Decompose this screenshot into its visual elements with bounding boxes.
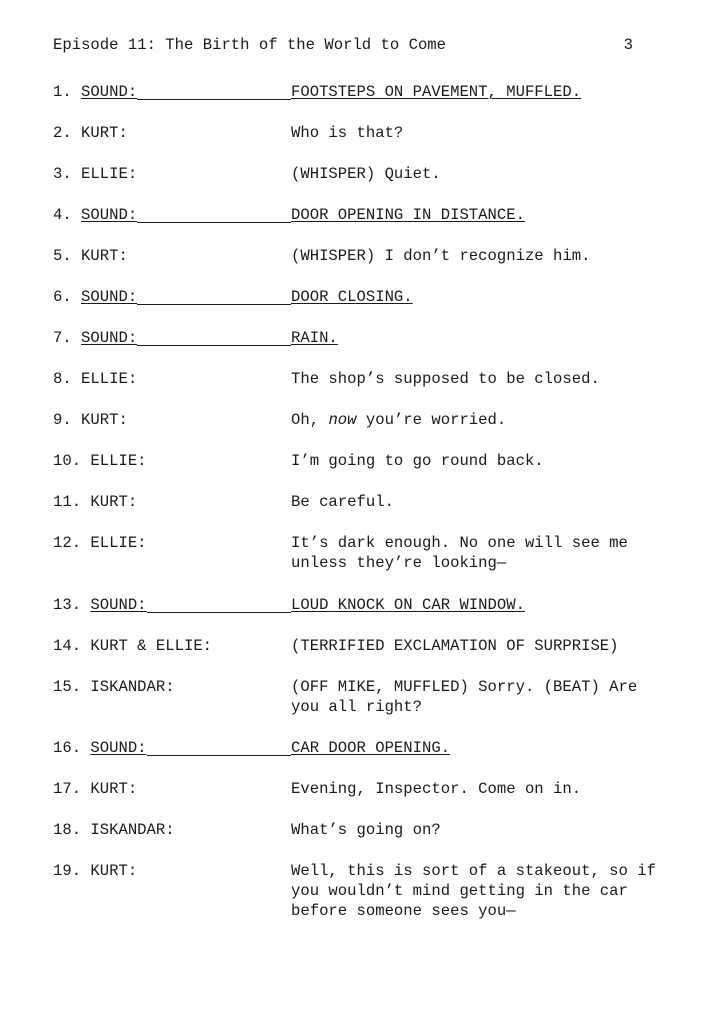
line-number: 9. [53,411,72,429]
dialogue-text: I’m going to go round back. [291,452,544,470]
script-line [53,779,673,799]
dialogue-fragment: Oh, [291,411,329,429]
character-name: KURT & ELLIE: [90,637,213,655]
sound-cue-label: SOUND: [90,596,147,614]
script-line [53,369,673,389]
script-line [53,595,673,615]
sound-cue-text: DOOR OPENING IN DISTANCE. [291,206,525,224]
character-name: ELLIE: [90,452,147,470]
sound-cue-text: FOOTSTEPS ON PAVEMENT, MUFFLED. [291,83,582,101]
character-name: KURT: [81,247,128,265]
script-line [53,533,673,573]
page-header [53,34,633,56]
line-number: 12. [53,534,82,552]
sound-cue-text: LOUD KNOCK ON CAR WINDOW. [291,596,525,614]
sound-cue-underline [147,755,292,756]
script-line [53,287,673,307]
line-number: 15. [53,678,82,696]
line-number: 1. [53,83,72,101]
character-name: ISKANDAR: [90,821,175,839]
dialogue-text [291,410,671,430]
dialogue-text: (WHISPER) Quiet. [291,165,441,183]
line-number: 19. [53,862,82,880]
dialogue-text: The shop’s supposed to be closed. [291,370,600,388]
script-line [53,636,673,656]
script-line [53,738,673,758]
character-name: ELLIE: [81,165,138,183]
line-number: 6. [53,288,72,306]
dialogue-text: Evening, Inspector. Come on in. [291,780,582,798]
sound-cue-label: SOUND: [81,206,138,224]
sound-cue-label: SOUND: [90,739,147,757]
script-line [53,451,673,471]
script-line [53,820,673,840]
line-number: 2. [53,124,72,142]
character-name: KURT: [90,780,138,798]
sound-cue-label: SOUND: [81,288,138,306]
episode-title: Episode 11: The Birth of the World to Come [53,36,447,54]
script-line [53,410,673,430]
dialogue-text: Be careful. [291,493,394,511]
sound-cue-underline [137,304,291,305]
character-name: KURT: [81,124,128,142]
dialogue-text: (TERRIFIED EXCLAMATION OF SURPRISE) [291,637,619,655]
sound-cue-underline [137,345,291,346]
sound-cue-label: SOUND: [81,83,138,101]
dialogue-text: Who is that? [291,124,404,142]
character-name: KURT: [81,411,128,429]
character-name: ELLIE: [90,534,147,552]
line-number: 10. [53,452,82,470]
sound-cue-underline [147,612,292,613]
script-line [53,123,673,143]
character-name: ELLIE: [81,370,138,388]
script-line [53,328,673,348]
line-number: 5. [53,247,72,265]
character-name: KURT: [90,862,138,880]
dialogue-text: (OFF MIKE, MUFFLED) Sorry. (BEAT) Are you all right? [291,678,638,716]
script-line [53,205,673,225]
script-line [53,861,673,921]
sound-cue-text: CAR DOOR OPENING. [291,739,451,757]
script-line [53,164,673,184]
character-name: KURT: [90,493,138,511]
line-number: 11. [53,493,82,511]
dialogue-fragment: you’re worried. [356,411,507,429]
dialogue-text: What’s going on? [291,821,441,839]
emphasized-word: now [328,411,357,429]
line-number: 17. [53,780,82,798]
line-number: 3. [53,165,72,183]
line-number: 7. [53,329,72,347]
sound-cue-text: DOOR CLOSING. [291,288,413,306]
line-number: 8. [53,370,72,388]
dialogue-text: (WHISPER) I don’t recognize him. [291,247,591,265]
sound-cue-underline [137,222,291,223]
script-line [53,677,673,717]
sound-cue-text: RAIN. [291,329,338,347]
sound-cue-underline [137,99,291,100]
line-number: 13. [53,596,82,614]
script-line [53,492,673,512]
line-number: 4. [53,206,72,224]
line-number: 14. [53,637,82,655]
line-number: 18. [53,821,82,839]
character-name: ISKANDAR: [90,678,175,696]
line-number: 16. [53,739,82,757]
script-line [53,246,673,266]
page-number: 3 [623,36,633,54]
script-line [53,82,673,102]
sound-cue-label: SOUND: [81,329,138,347]
dialogue-text: It’s dark enough. No one will see me unless they’re looking— [291,534,628,572]
dialogue-text: Well, this is sort of a stakeout, so if you wouldn’t mind getting in the car before someone sees you— [291,862,656,920]
